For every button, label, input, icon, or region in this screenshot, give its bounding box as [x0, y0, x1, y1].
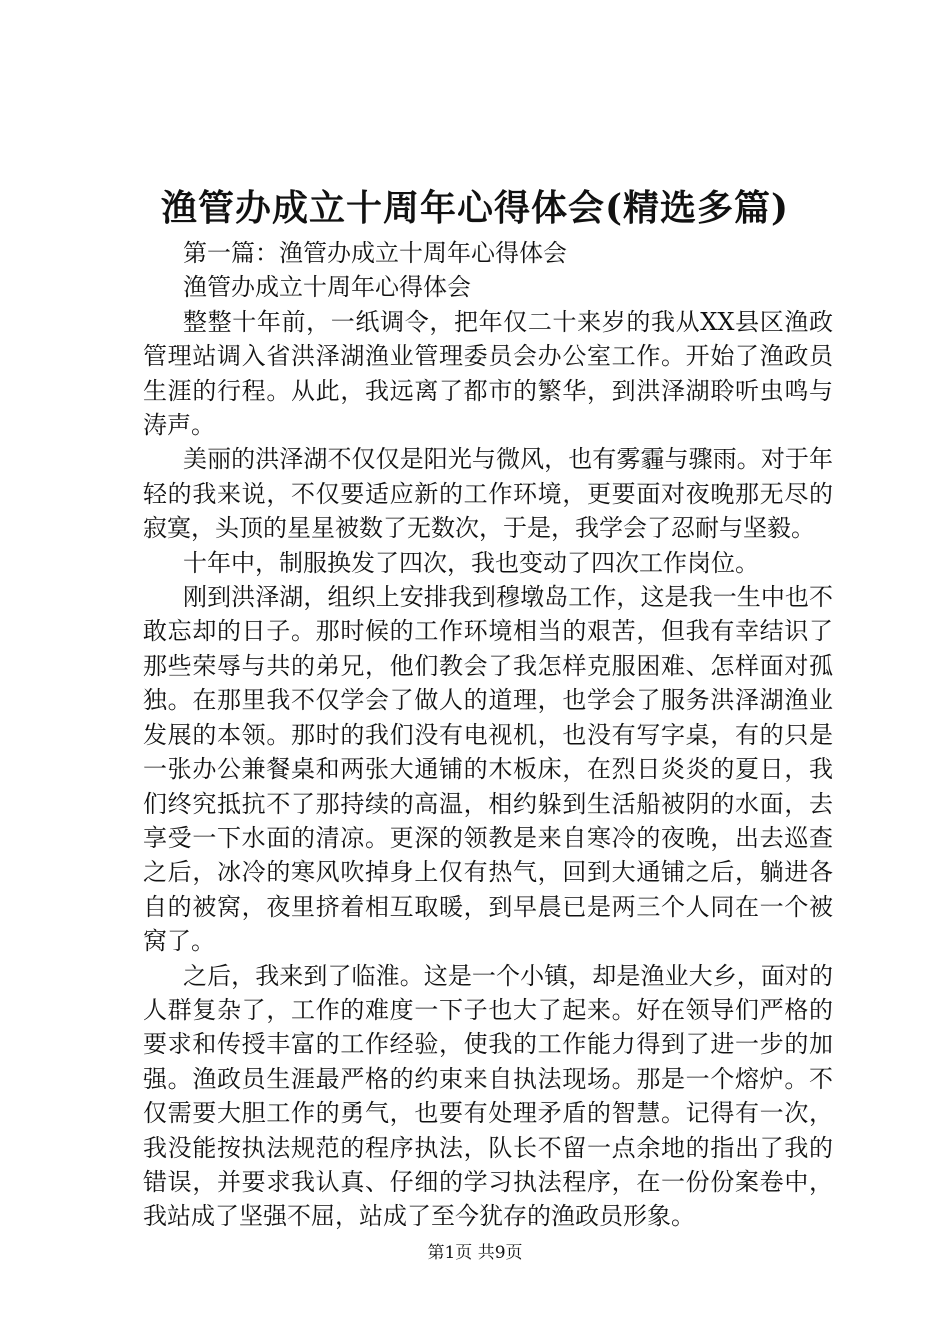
paragraph: 美丽的洪泽湖不仅仅是阳光与微风，也有雾霾与骤雨。对于年轻的我来说，不仅要适应新的工作环境，更要面对夜晚那无尽的寂寞，头顶的星星被数了无数次，于是，我学会了忍耐与坚毅。	[143, 445, 833, 543]
paragraph: 刚到洪泽湖，组织上安排我到穆墩岛工作，这是我一生中也不敢忘却的日子。那时候的工作环境相当的艰苦，但我有幸结识了那些荣辱与共的弟兄，他们教会了我怎样克服困难、怎样面对孤独。在那里我不仅学会了做人的道理，也学会了服务洪泽湖渔业发展的本领。那时的我们没有电视机，也没有写字桌，有的只是一张办公兼餐桌和两张大通铺的木板床，在烈日炎炎的夏日，我们终究抵抗不了那持续的高温，相约躲到生活船被阴的水面，去享受一下水面的清凉。更深的领教是来自寒冷的夜晚，出去巡查之后，冰冷的寒风吹掉身上仅有热气，回到大通铺之后，躺进各自的被窝，夜里挤着相互取暖，到早晨已是两三个人同在一个被窝了。	[143, 583, 833, 956]
paragraph: 十年中，制服换发了四次，我也变动了四次工作岗位。	[183, 548, 759, 577]
paragraph: 之后，我来到了临淮。这是一个小镇，却是渔业大乡，面对的人群复杂了，工作的难度一下子也大了起来。好在领导们严格的要求和传授丰富的工作经验，使我的工作能力得到了进一步的加强。渔政员生涯最严格的约束来自执法现场。那是一个熔炉。不仅需要大胆工作的勇气，也要有处理矛盾的智慧。记得有一次，我没能按执法规范的程序执法，队长不留一点余地的指出了我的错误，并要求我认真、仔细的学习执法程序，在一份份案卷中，我站成了坚强不屈，站成了至今犹存的渔政员形象。	[143, 961, 833, 1231]
section-heading: 第一篇：渔管办成立十周年心得体会	[183, 239, 567, 267]
document-body	[143, 236, 833, 1234]
document-title: 渔管办成立十周年心得体会(精选多篇)	[160, 187, 790, 229]
paragraph: 整整十年前，一纸调令，把年仅二十来岁的我从XX县区渔政管理站调入省洪泽湖渔业管理委员会办公室工作。开始了渔政员生涯的行程。从此，我远离了都市的繁华，到洪泽湖聆听虫鸣与涛声。	[143, 307, 833, 440]
article-title: 渔管办成立十周年心得体会	[183, 273, 471, 302]
page-number-footer: 第1页 共9页	[427, 1243, 523, 1263]
